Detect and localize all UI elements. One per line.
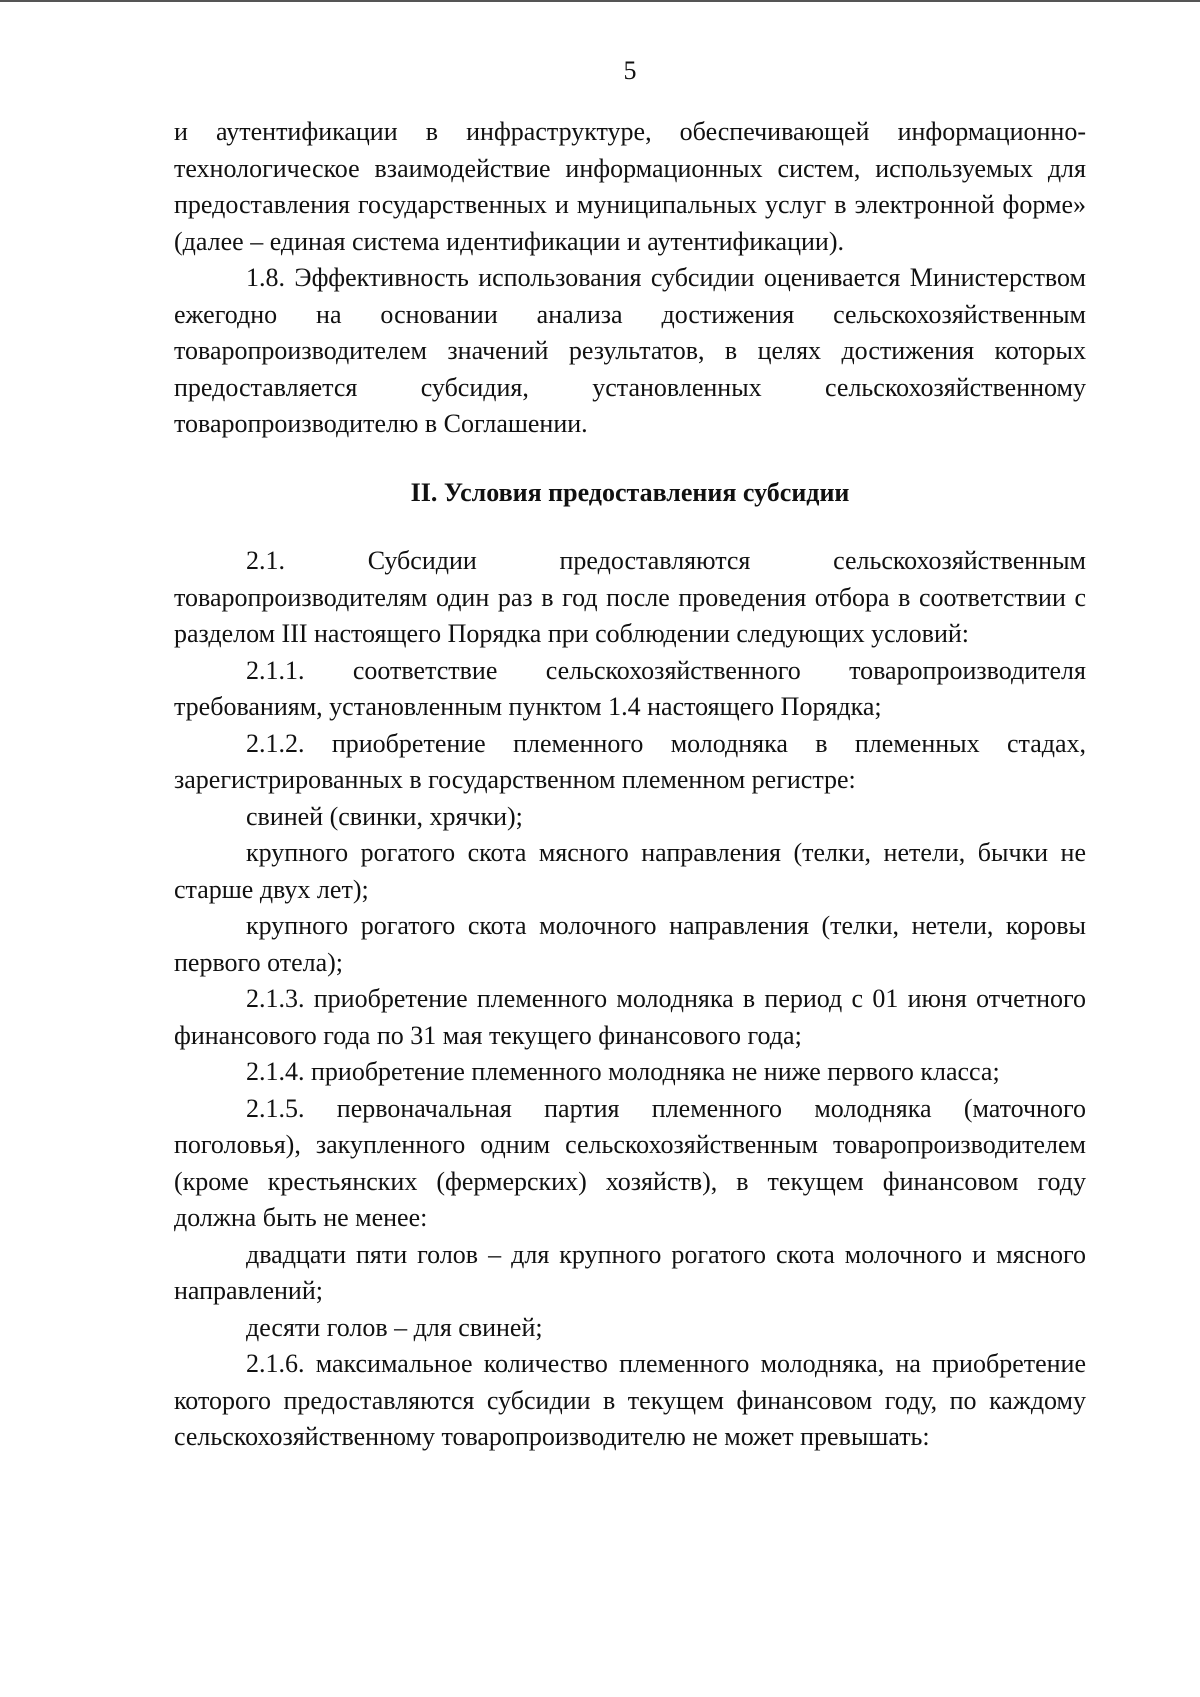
paragraph-2-1-5: 2.1.5. первоначальная партия племенного молодняка (маточного поголовья), закупленного одним сельскохозяйственным товаропроизводителем (кроме крестьянских (фермерских) хозяйств), в текущем финансовом году должна быть не менее: bbox=[174, 1093, 1086, 1232]
list-item-cattle-heads: двадцати пяти голов – для крупного рогатого скота молочного и мясного направлений; bbox=[174, 1239, 1086, 1305]
list-item-beef-cattle: крупного рогатого скота мясного направления (телки, нетели, бычки не старше двух лет); bbox=[174, 838, 1086, 904]
paragraph-2-1-3: 2.1.3. приобретение племенного молодняка в период с 01 июня отчетного финансового года по 31 мая текущего финансового года; bbox=[174, 984, 1086, 1050]
paragraph-2-1-6: 2.1.6. максимальное количество племенного молодняка, на приобретение которого предоставляются субсидии в текущем финансовом году, по каждому сельскохозяйственному товаропроизводителю не может превышать: bbox=[174, 1349, 1086, 1451]
paragraph-2-1: 2.1. Субсидии предоставляются сельскохозяйственным товаропроизводителям один раз в год после проведения отбора в соответствии с разделом III настоящего Порядка при соблюдении следующих условий: bbox=[174, 546, 1086, 648]
document-body bbox=[174, 114, 1086, 1456]
list-item-dairy-cattle: крупного рогатого скота молочного направления (телки, нетели, коровы первого отела); bbox=[174, 911, 1086, 977]
page-number: 5 bbox=[623, 56, 637, 85]
paragraph-1-8: 1.8. Эффективность использования субсидии оценивается Министерством ежегодно на основании анализа достижения сельскохозяйственным товаропроизводителем значений результатов, в целях достижения которых предоставляется субсидия, установленных сельскохозяйственному товаропроизводителю в Соглашении. bbox=[174, 263, 1086, 438]
list-item-pigs: свиней (свинки, хрячки); bbox=[246, 801, 523, 831]
paragraph-2-1-2: 2.1.2. приобретение племенного молодняка в племенных стадах, зарегистрированных в государственном племенном регистре: bbox=[174, 728, 1086, 794]
page-top-edge bbox=[0, 0, 1200, 2]
section-heading: II. Условия предоставления субсидии bbox=[410, 477, 850, 507]
paragraph-2-1-4: 2.1.4. приобретение племенного молодняка не ниже первого класса; bbox=[246, 1057, 1000, 1086]
paragraph-continuation: и аутентификации в инфраструктуре, обеспечивающей информационно-технологическое взаимодействие информационных систем, используемых для предоставления государственных и муниципальных услуг в электронной форме» (далее – единая система идентификации и аутентификации). bbox=[174, 117, 1086, 256]
list-item-pig-heads: десяти голов – для свиней; bbox=[246, 1312, 543, 1342]
paragraph-2-1-1: 2.1.1. соответствие сельскохозяйственного товаропроизводителя требованиям, установленным пунктом 1.4 настоящего Порядка; bbox=[174, 655, 1086, 721]
